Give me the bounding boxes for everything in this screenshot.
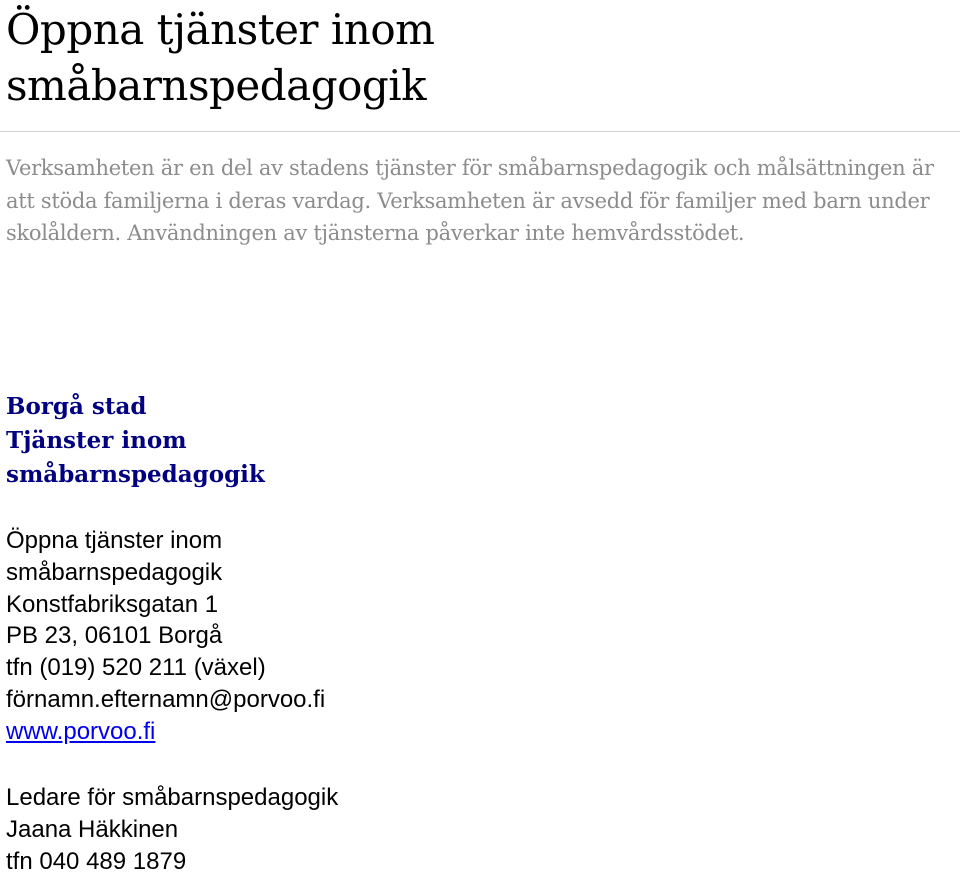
contact-phone: tfn (019) 520 211 (växel) bbox=[6, 654, 266, 682]
leader-phone: tfn 040 489 1879 bbox=[6, 847, 187, 875]
contact-block bbox=[6, 525, 606, 748]
contact-email: förnamn.efternamn@porvoo.fi bbox=[6, 685, 326, 713]
website-link[interactable]: www.porvoo.fi bbox=[6, 717, 156, 745]
contact-postal: PB 23, 06101 Borgå bbox=[6, 622, 223, 650]
contact-unit-line-1: Öppna tjänster inom bbox=[6, 527, 223, 554]
organization-block bbox=[6, 390, 606, 492]
leader-block bbox=[6, 782, 606, 877]
org-city: Borgå stad bbox=[6, 393, 147, 420]
leader-name: Jaana Häkkinen bbox=[6, 815, 179, 843]
org-department-line-2: småbarnspedagogik bbox=[6, 461, 265, 488]
contact-street: Konstfabriksgatan 1 bbox=[6, 590, 219, 618]
org-department-line-1: Tjänster inom bbox=[6, 427, 187, 454]
header-divider bbox=[0, 131, 960, 132]
page-title-line-2: småbarnspedagogik bbox=[6, 61, 427, 110]
page-title-line-1: Öppna tjänster inom bbox=[6, 5, 435, 54]
intro-paragraph: Verksamheten är en del av stadens tjänster för småbarnspedagogik och målsättningen är att stöda familjerna i deras vardag. Verksamheten är avsedd för familjer med barn under skolåldern. Användningen av tjänsterna påverkar inte hemvårdsstödet. bbox=[6, 156, 934, 245]
leader-role: Ledare för småbarnspedagogik bbox=[6, 784, 339, 811]
contact-unit-line-2: småbarnspedagogik bbox=[6, 558, 223, 586]
page-title bbox=[6, 2, 946, 114]
